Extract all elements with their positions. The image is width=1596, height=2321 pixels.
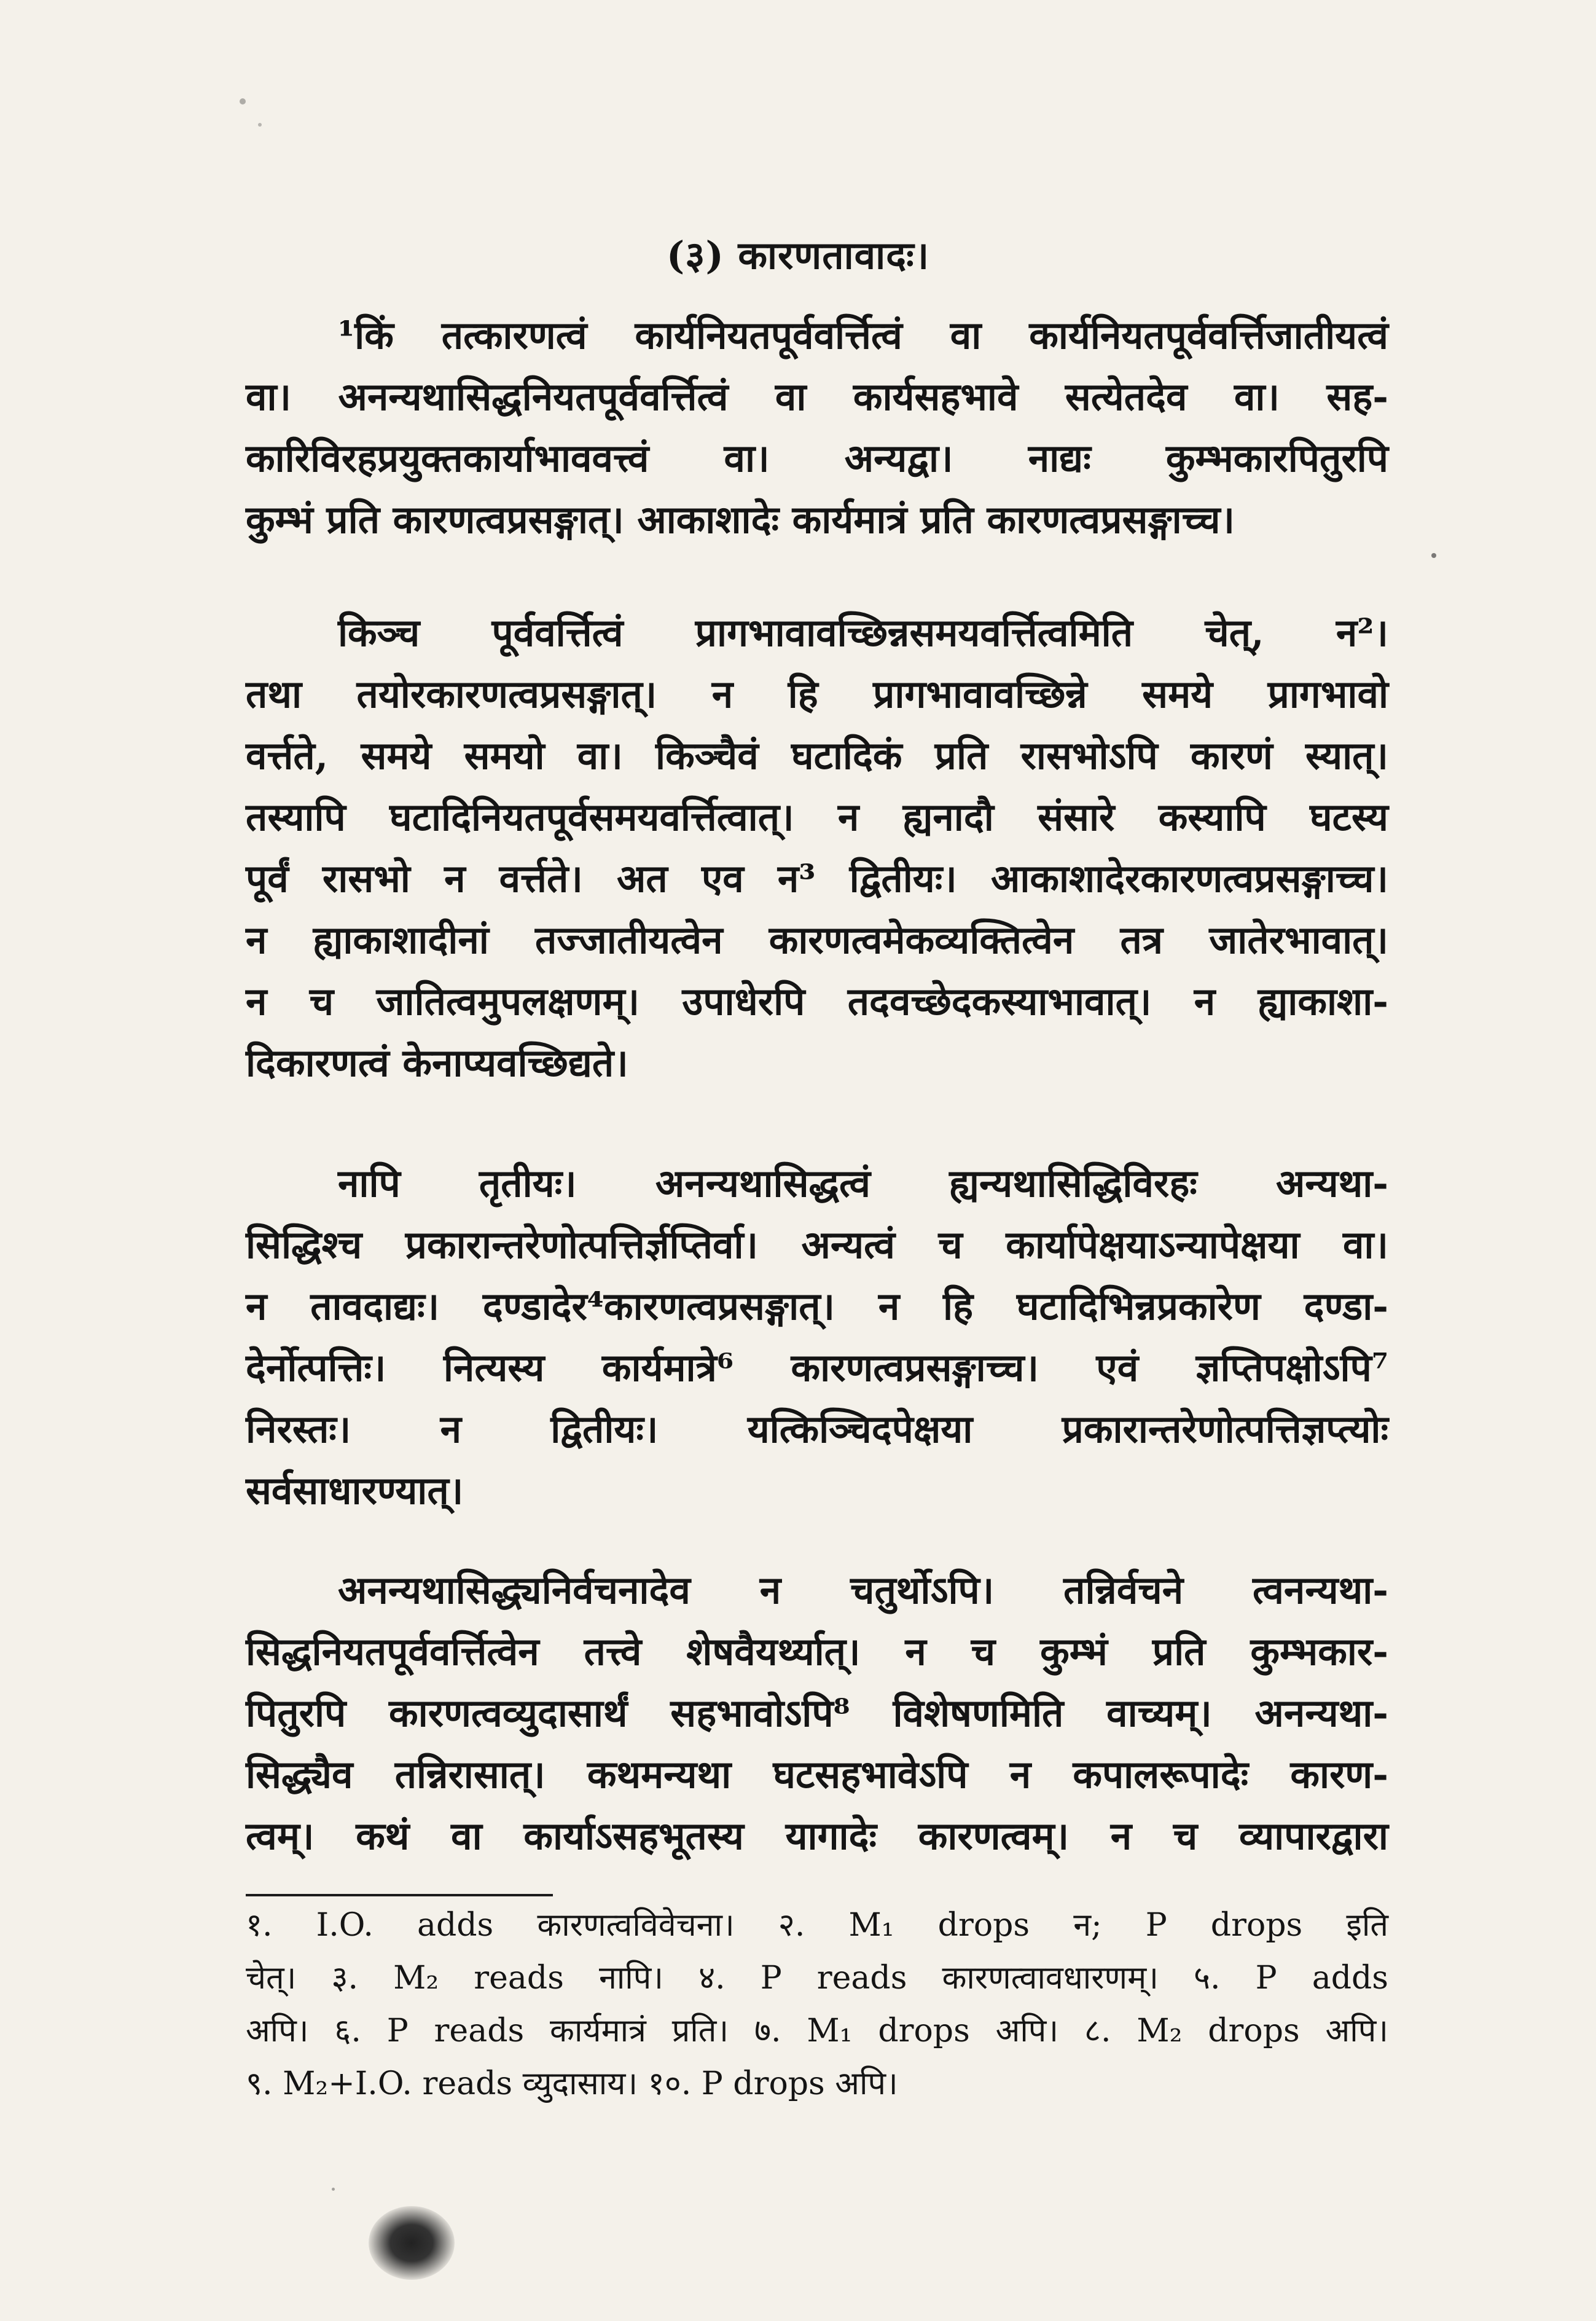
text-line: न तावदाद्यः। दण्डादेर⁴कारणत्वप्रसङ्गात्। न हि घटादिभिन्नप्रकारेण दण्डा- bbox=[246, 1284, 1388, 1329]
text-line: तथा तयोरकारणत्वप्रसङ्गात्। न हि प्रागभावावच्छिन्ने समये प्रागभावो bbox=[246, 672, 1388, 717]
paragraph-2 bbox=[246, 602, 1388, 1094]
scan-speck bbox=[332, 2188, 335, 2191]
text-line: न ह्याकाशादीनां तज्जातीयत्वेन कारणत्वमेकव्यक्तित्वेन तत्र जातेरभावात्। bbox=[246, 917, 1388, 962]
text-line: न च जातित्वमुपलक्षणम्। उपाधेरपि तदवच्छेदकस्याभावात्। न ह्याकाशा- bbox=[246, 979, 1388, 1024]
footnote-line: ९. M₂+I.O. reads व्युदासाय। १०. P drops अपि। bbox=[246, 2065, 898, 2102]
text-line: ¹किं तत्कारणत्वं कार्यनियतपूर्ववर्त्तित्वं वा कार्यनियतपूर्ववर्त्तिजातीयत्वं bbox=[338, 313, 1388, 358]
text-line: तस्यापि घटादिनियतपूर्वसमयवर्त्तित्वात्। न ह्यनादौ संसारे कस्यापि घटस्य bbox=[246, 795, 1388, 839]
section-heading: (३) कारणतावादः। bbox=[666, 233, 930, 278]
text-line: सिद्ध्यैव तन्निरासात्। कथमन्यथा घटसहभावेऽपि न कपालरूपादेः कारण- bbox=[246, 1752, 1388, 1797]
ink-blot bbox=[369, 2206, 455, 2280]
text-line: अनन्यथासिद्ध्यनिर्वचनादेव न चतुर्थोऽपि। तन्निर्वचने त्वनन्यथा- bbox=[338, 1568, 1388, 1612]
text-line: किञ्च पूर्ववर्त्तित्वं प्रागभावावच्छिन्नसमयवर्त्तित्वमिति चेत्, न²। bbox=[338, 610, 1388, 655]
text-line: वा। अनन्यथासिद्धनियतपूर्ववर्त्तित्वं वा कार्यसहभावे सत्येतदेव वा। सह- bbox=[246, 374, 1388, 419]
paragraph-1 bbox=[246, 305, 1388, 551]
text-line: सिद्धिश्च प्रकारान्तरेणोत्पत्तिर्ज्ञप्तिर्वा। अन्यत्वं च कार्यापेक्षयाऽन्यापेक्षया वा। bbox=[246, 1222, 1388, 1267]
text-line: दिकारणत्वं केनाप्यवच्छिद्यते। bbox=[246, 1040, 628, 1085]
scan-speck bbox=[240, 98, 246, 104]
text-line: सर्वसाधारण्यात्। bbox=[246, 1468, 464, 1513]
text-line: सिद्धनियतपूर्ववर्त्तित्वेन तत्त्वे शेषवैयर्थ्यात्। न च कुम्भं प्रति कुम्भकार- bbox=[246, 1629, 1388, 1674]
text-line: देर्नोत्पत्तिः। नित्यस्य कार्यमात्रे⁶ कारणत्वप्रसङ्गाच्च। एवं ज्ञप्तिपक्षोऽपि⁷ bbox=[246, 1345, 1388, 1390]
text-line: त्वम्। कथं वा कार्याऽसहभूतस्य यागादेः कारणत्वम्। न च व्यापारद्वारा bbox=[246, 1813, 1388, 1858]
text-line: पितुरपि कारणत्वव्युदासार्थं सहभावोऽपि⁸ विशेषणमिति वाच्यम्। अनन्यथा- bbox=[246, 1691, 1388, 1735]
scan-speck bbox=[1431, 553, 1436, 558]
text-line: कुम्भं प्रति कारणत्वप्रसङ्गात्। आकाशादेः कार्यमात्रं प्रति कारणत्वप्रसङ्गाच्च। bbox=[246, 497, 1235, 542]
paragraph-4 bbox=[246, 1560, 1388, 1867]
paragraph-3 bbox=[246, 1153, 1388, 1522]
text-line: वर्त्तते, समये समयो वा। किञ्चैवं घटादिकं प्रति रासभोऽपि कारणं स्यात्। bbox=[246, 733, 1388, 778]
text-line: निरस्तः। न द्वितीयः। यत्किञ्चिदपेक्षया प्रकारान्तरेणोत्पत्तिज्ञप्त्योः bbox=[246, 1407, 1388, 1451]
footnotes bbox=[246, 1899, 1388, 2110]
footnote-line: १. I.O. adds कारणत्वविवेचना। २. M₁ drops न; P drops इति bbox=[246, 1907, 1388, 1944]
footnote-divider bbox=[246, 1894, 553, 1896]
text-line: नापि तृतीयः। अनन्यथासिद्धत्वं ह्यन्यथासिद्धिविरहः अन्यथा- bbox=[338, 1161, 1388, 1206]
footnote-line: अपि। ६. P reads कार्यमात्रं प्रति। ७. M₁ drops अपि। ८. M₂ drops अपि। bbox=[246, 2013, 1388, 2049]
text-line: कारिविरहप्रयुक्तकार्याभाववत्त्वं वा। अन्यद्वा। नाद्यः कुम्भकारपितुरपि bbox=[246, 436, 1388, 481]
scan-speck bbox=[258, 123, 262, 127]
text-line: पूर्वं रासभो न वर्त्तते। अत एव न³ द्वितीयः। आकाशादेरकारणत्वप्रसङ्गाच्च। bbox=[246, 856, 1388, 901]
footnote-line: चेत्। ३. M₂ reads नापि। ४. P reads कारणत्वावधारणम्। ५. P adds bbox=[246, 1960, 1388, 1997]
